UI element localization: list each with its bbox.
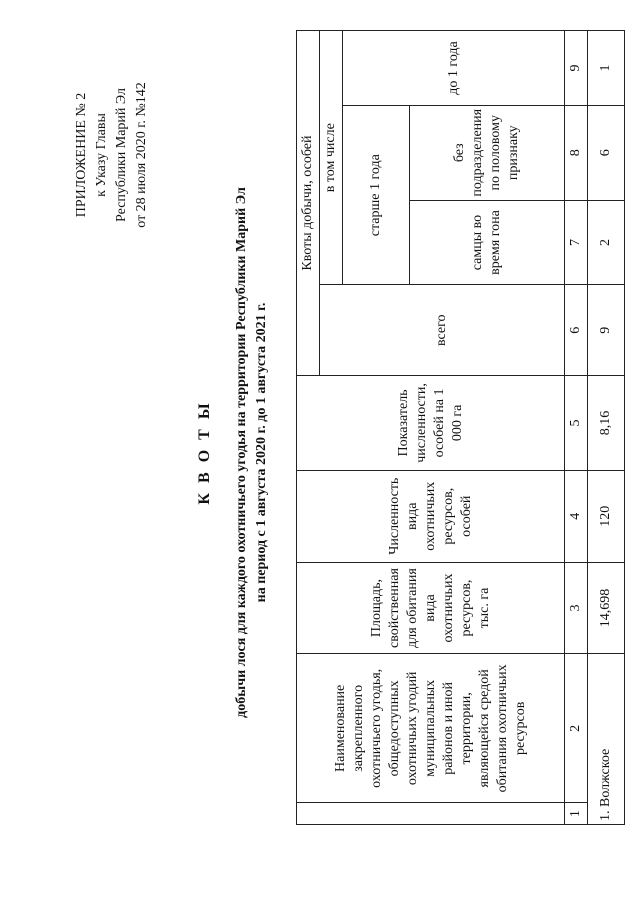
subtitle-line: на период с 1 августа 2020 г. до 1 августа 2021 г. bbox=[254, 302, 269, 603]
quota-table bbox=[296, 30, 625, 825]
row-population: 120 bbox=[588, 470, 625, 562]
header-col-1 bbox=[297, 803, 565, 825]
column-number: 3 bbox=[565, 562, 588, 654]
column-number: 2 bbox=[565, 654, 588, 803]
header-area-name: Наименование закрепленного охотничьего угодья, общедоступных охотничьих угодий муниципальных районов и иной территории, являющейся средой обитания охотничьих ресурсов bbox=[297, 654, 565, 803]
header-under-1-year: до 1 года bbox=[343, 31, 565, 106]
row-density: 8,16 bbox=[588, 376, 625, 471]
header-older-1-year: старше 1 года bbox=[343, 105, 410, 285]
column-number: 6 bbox=[565, 285, 588, 376]
header-no-sex-division: без подразделения по половому признаку bbox=[410, 105, 565, 200]
column-number: 1 bbox=[565, 803, 588, 825]
row-males-rut: 2 bbox=[588, 200, 625, 285]
row-under-1-year: 1 bbox=[588, 31, 625, 106]
appendix-line: ПРИЛОЖЕНИЕ № 2 bbox=[74, 92, 89, 218]
column-number: 4 bbox=[565, 470, 588, 562]
header-quota-group: Квоты добычи, особей bbox=[297, 31, 320, 376]
column-number: 8 bbox=[565, 105, 588, 200]
appendix-line: от 28 июля 2020 г. №142 bbox=[134, 82, 149, 228]
document-title: К В О Т Ы bbox=[196, 400, 213, 505]
table-row bbox=[588, 31, 625, 825]
header-males-rut: самцы во время гона bbox=[410, 200, 565, 285]
appendix-line: к Указу Главы bbox=[94, 113, 109, 197]
header-including: в том числе bbox=[320, 31, 343, 285]
appendix-line: Республики Марий Эл bbox=[114, 88, 129, 222]
column-number: 9 bbox=[565, 31, 588, 106]
column-number: 5 bbox=[565, 376, 588, 471]
header-density: Показатель численности, особей на 1 000 га bbox=[297, 376, 565, 471]
header-habitat-area: Площадь, свойственная для обитания вида охотничьих ресурсов, тыс. га bbox=[297, 562, 565, 654]
column-number: 7 bbox=[565, 200, 588, 285]
header-population: Численность вида охотничьих ресурсов, особей bbox=[297, 470, 565, 562]
row-no-sex-division: 6 bbox=[588, 105, 625, 200]
document-subtitle bbox=[232, 0, 272, 905]
subtitle-line: добычи лося для каждого охотничьего угодья на территории Республики Марий Эл bbox=[234, 187, 249, 718]
row-total: 9 bbox=[588, 285, 625, 376]
appendix-header bbox=[72, 40, 152, 270]
row-area-name: 1. Волжское bbox=[588, 654, 625, 825]
row-habitat-area: 14,698 bbox=[588, 562, 625, 654]
header-total: всего bbox=[320, 285, 565, 376]
